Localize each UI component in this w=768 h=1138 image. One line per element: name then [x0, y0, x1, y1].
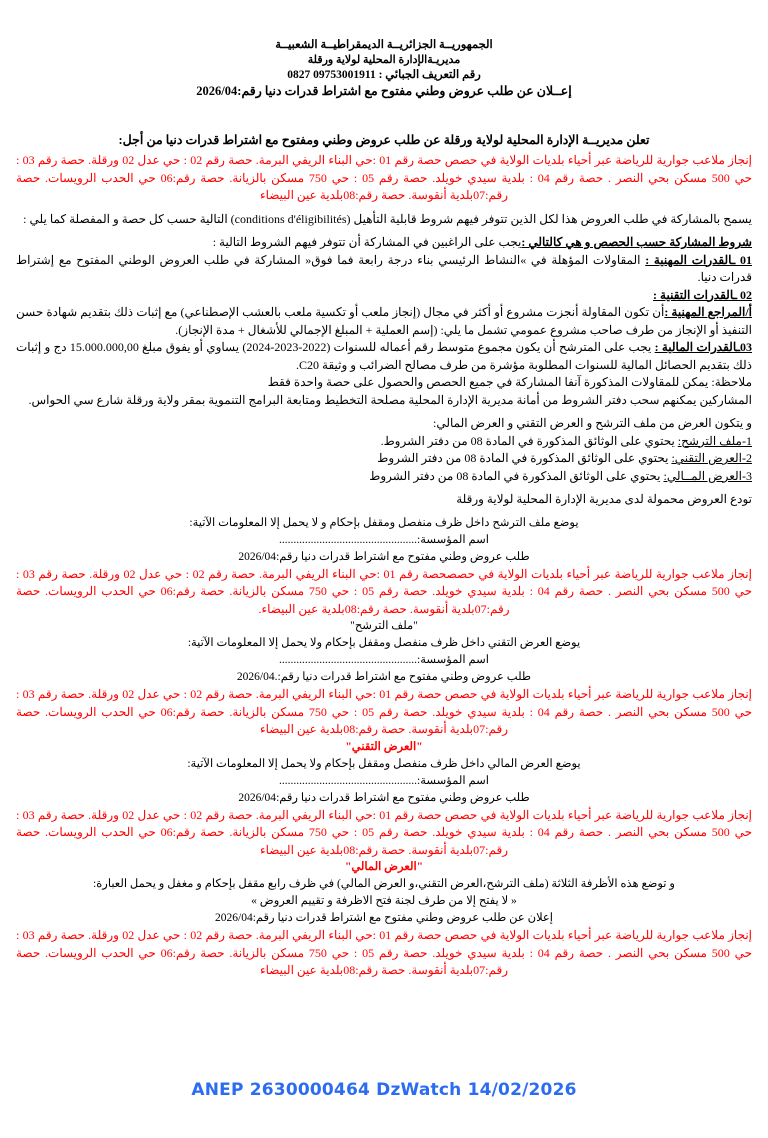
- envelope-2-tender-line: طلب عروض وطني مفتوح مع اشتراط قدرات دنيا رقم:.2026/04: [236, 671, 532, 683]
- offer-item-2-text: يحتوي على الوثائق المذكورة في المادة 08 من دفتر الشروط: [377, 451, 669, 465]
- lots-block-envelope-3: إنجاز ملاعب جوارية للرياضة عبر أحياء بلديات الولاية في حصص حصة رقم 01 :حي البناء الريفي البرمة. حصة رقم 02 : حي عدل 02 ورقلة. حصة رقم 03 : حي 500 مسكن بحي النصر . حصة رقم 04 : بلدية سيدي خويلد. حصة رقم 05 : حي 750 مسكن بالزيانة. حصة رقم:06 حي الحدب الرويسات. حصة رقم:07بلدية أنقوسة. حصة رقم:08بلدية عين البيضاء: [16, 807, 753, 857]
- final-envelope-phrase: « لا يفتح إلا من طرف لجنة فتح الاظرفة و تقييم العروض »: [251, 895, 517, 907]
- final-announcement-line: إعلان عن طلب عروض وطني مفتوح مع اشتراط قدرات دنيا رقم:2026/04: [215, 912, 553, 924]
- lots-block-envelope-2: إنجاز ملاعب جوارية للرياضة عبر أحياء بلديات الولاية في حصص حصة رقم 01 :حي البناء الريفي البرمة. حصة رقم 02 : حي عدل 02 ورقلة. حصة رقم 03 : حي 500 مسكن بحي النصر . حصة رقم 04 : بلدية سيدي خويلد. حصة رقم 05 : حي 750 مسكن بالزيانة. حصة رقم:06 حي الحدب الرويسات. حصة رقم:07بلدية أنقوسة. حصة رقم:08بلدية عين البيضاء: [16, 687, 753, 736]
- envelope-3-tender-line: طلب عروض وطني مفتوح مع اشتراط قدرات دنيا رقم:2026/04: [238, 791, 530, 804]
- capacity-02-number: 02 ـ: [733, 287, 752, 302]
- document-body: [0, 121, 768, 980]
- conditions-title: شروط المشاركة حسب الحصص و هي كالتالي :: [521, 235, 752, 249]
- lots-block-primary: إنجاز ملاعب جوارية للرياضة عبر أحياء بلديات الولاية في حصص حصة رقم 01 :حي البناء الريفي البرمة. حصة رقم 02 : حي عدل 02 ورقلة. حصة رقم 03 : حي 500 مسكن بحي النصر . حصة رقم 04 : بلدية سيدي خويلد. حصة رقم 05 : حي 750 مسكن بالزيانة. حصة رقم:06 حي الحدب الرويسات. حصة رقم:07بلدية أنقوسة. حصة رقم:08بلدية عين البيضاء: [16, 153, 753, 202]
- deposit-line: تودع العروض محمولة لدى مديرية الإدارة المحلية لولاية ورقلة: [456, 492, 752, 506]
- capacity-01-number: 01 ـ: [731, 252, 752, 267]
- envelope-3-dots: ................................................: [279, 774, 418, 787]
- offer-item-1-title: ملف الترشح:: [677, 433, 742, 448]
- tax-id-line: رقم التعريف الجبائي : 09753001911 0827: [287, 69, 481, 81]
- offer-item-2-num: 2-: [742, 451, 752, 465]
- envelope-2-dots: ................................................: [279, 654, 418, 666]
- envelope-3-title: "العرض المالي": [344, 861, 424, 873]
- envelope-1-title: "ملف الترشح": [350, 620, 418, 632]
- envelope-2-instruction: يوضع العرض التقني داخل ظرف منفصل ومقفل بإحكام ولا يحمل إلا المعلومات الآتية:: [187, 637, 581, 649]
- document-footer: [0, 1080, 768, 1100]
- envelope-3-org-label: اسم المؤسسة:: [417, 774, 489, 787]
- capacity-03-title: القدرات المالية :: [654, 340, 737, 354]
- offer-item-1-text: يحتوي على الوثائق المذكورة في المادة 08 من دفتر الشروط.: [380, 433, 675, 448]
- capacity-01-paragraph: [16, 252, 752, 287]
- envelope-2-org-name: [16, 652, 752, 669]
- intro-paragraph: تعلن مديريــة الإدارة المحلية لولاية ورقلة عن طلب عروض وطني ومفتوح مع اشتراط قدرات دنيا من أجل:: [118, 133, 650, 147]
- lots-block-final: إنجاز ملاعب جوارية للرياضة عبر أحياء بلديات الولاية في حصص حصة رقم 01 :حي البناء الريفي البرمة. حصة رقم 02 : حي عدل 02 ورقلة. حصة رقم 03 : حي 500 مسكن بحي النصر . حصة رقم 04 : بلدية سيدي خويلد. حصة رقم 05 : حي 750 مسكن بالزيانة. حصة رقم:06 حي الحدب الرويسات. حصة رقم:07بلدية أنقوسة. حصة رقم:08بلدية عين البيضاء: [16, 928, 753, 977]
- capacity-02-heading: [16, 287, 752, 305]
- professional-references-text: أن تكون المقاولة أنجزت مشروع أو أكثر في مجال (إنجاز ملعب أو تكسية ملعب بالعشب الإصطناعي) مع إثبات ذلك بتقديم شهادة حسن التنفيذ أو الإنجاز من طرف صاحب مشروع عمومي تشمل ما يلي: (إسم العملية + المبلغ الإجمالي للأشغال + مدة الإنجاز).: [16, 305, 752, 337]
- conditions-rest: يجب على الراغبين في المشاركة أن تتوفر فيهم الشروط التالية :: [212, 235, 522, 249]
- document-header: [0, 0, 768, 99]
- eligibility-paragraph: يسمح بالمشاركة في طلب العروض هذا لكل الذين تتوفر فيهم شروط قابلية التأهيل (conditions d'éligibilités) التالية حسب كل حصة و المفصلة كما يلي :: [23, 211, 752, 226]
- capacity-03-paragraph: [16, 339, 752, 374]
- capacity-02-sub-a: [16, 304, 752, 339]
- conditions-heading-line: [16, 234, 752, 252]
- withdrawal-line: المشاركين يمكنهم سحب دفتر الشروط من أمانة مديرية الإدارة المحلية مصلحة التخطيط ومتابعة البرامج التنموية بمقر ولاية ورقلة شارع سي الحواس.: [28, 392, 752, 407]
- offer-item-3-text: يحتوي على الوثائق المذكورة في المادة 08 من دفتر الشروط: [369, 468, 661, 483]
- envelope-1-org-name: [16, 532, 752, 549]
- anep-reference: ANEP 2630000464 DzWatch 14/02/2026: [191, 1080, 577, 1100]
- directorate-heading: مديريـةالإدارة المحلية لولاية ورقلة: [307, 54, 461, 66]
- offer-item-1-num: 1-: [742, 433, 752, 448]
- republic-heading: الجمهوريــة الجزائريــة الديمقراطيــة الشعبيــة: [275, 39, 493, 51]
- envelope-3-org-name: [16, 773, 752, 790]
- capacity-01-title: القدرات المهنية :: [645, 252, 732, 267]
- offer-item-3: [16, 468, 752, 486]
- professional-references-label: أ/المراجع المهنية :: [664, 305, 752, 319]
- capacity-02-title: القدرات التقنية :: [653, 287, 734, 302]
- announcement-title: إعــلان عن طلب عروض وطني مفتوح مع اشتراط قدرات دنيا رقم:2026/04: [196, 84, 572, 98]
- envelope-1-dots: ................................................: [279, 533, 418, 546]
- offer-item-1: [16, 433, 752, 451]
- lots-block-envelope-1: إنجاز ملاعب جوارية للرياضة عبر أحياء بلديات الولاية في حصصحصة رقم 01 :حي البناء الريفي البرمة. حصة رقم 02 : حي عدل 02 ورقلة. حصة رقم 03 : حي 500 مسكن بحي النصر . حصة رقم 04 : بلدية سيدي خويلد. حصة رقم 05 : حي 750 مسكن بالزيانة. حصة رقم:06 حي الحدب الرويسات. حصة رقم:07بلدية أنقوسة. حصة رقم:08بلدية عين البيضاء.: [16, 566, 753, 616]
- envelope-3-instruction: يوضع العرض المالي داخل ظرف منفصل ومقفل بإحكام ولا يحمل إلا المعلومات الآتية:: [187, 757, 581, 770]
- envelope-1-org-label: اسم المؤسسة:: [417, 533, 489, 546]
- envelope-2-org-label: اسم المؤسسة:: [417, 654, 489, 666]
- capacity-01-text: المقاولات المؤهلة في »النشاط الرئيسي بناء درجة رابعة فما فوق« المشاركة في طلب العروض الوطني المفتوح مع إشتراط قدرات دنيا.: [16, 252, 752, 284]
- note-line: [16, 374, 752, 392]
- note-label: ملاحظة:: [711, 375, 752, 389]
- offer-item-2: [16, 450, 752, 468]
- offer-item-3-title: العرض المــالي:: [663, 468, 742, 483]
- envelope-1-instruction: يوضع ملف الترشح داخل ظرف منفصل ومقفل بإحكام و لا يحمل إلا المعلومات الآتية:: [189, 516, 579, 529]
- capacity-03-number: 03ـ: [736, 340, 752, 354]
- envelope-1-tender-line: طلب عروض وطني مفتوح مع اشتراط قدرات دنيا رقم:2026/04: [238, 550, 530, 563]
- final-envelope-instruction: و توضع هذه الأظرفة الثلاثة (ملف الترشح،العرض التقني،و العرض المالي) في ظرف رابع مقفل بإحكام و مغفل و يحمل العبارة:: [93, 878, 675, 890]
- offer-composition-lead: و يتكون العرض من ملف الترشح و العرض التقني و العرض المالي:: [432, 416, 752, 430]
- envelope-2-title: "العرض التقني": [345, 740, 423, 753]
- offer-item-2-title: العرض التقني:: [671, 451, 742, 465]
- offer-item-3-num: 3-: [742, 468, 752, 483]
- capacity-03-text: يجب على المترشح أن يكون مجموع متوسط رقم أعماله للسنوات (2022-2023-2024) يساوي أو يفوق مبلغ 15.000.000,00 دج و إثبات ذلك بتقديم الحصائل المالية للسنوات المطلوبة مؤشرة من طرف مصالح الضرائب و وثيقة C20.: [16, 340, 752, 372]
- note-text: يمكن للمقاولات المذكورة آنفا المشاركة في جميع الحصص والحصول على حصة واحدة فقط: [267, 375, 709, 389]
